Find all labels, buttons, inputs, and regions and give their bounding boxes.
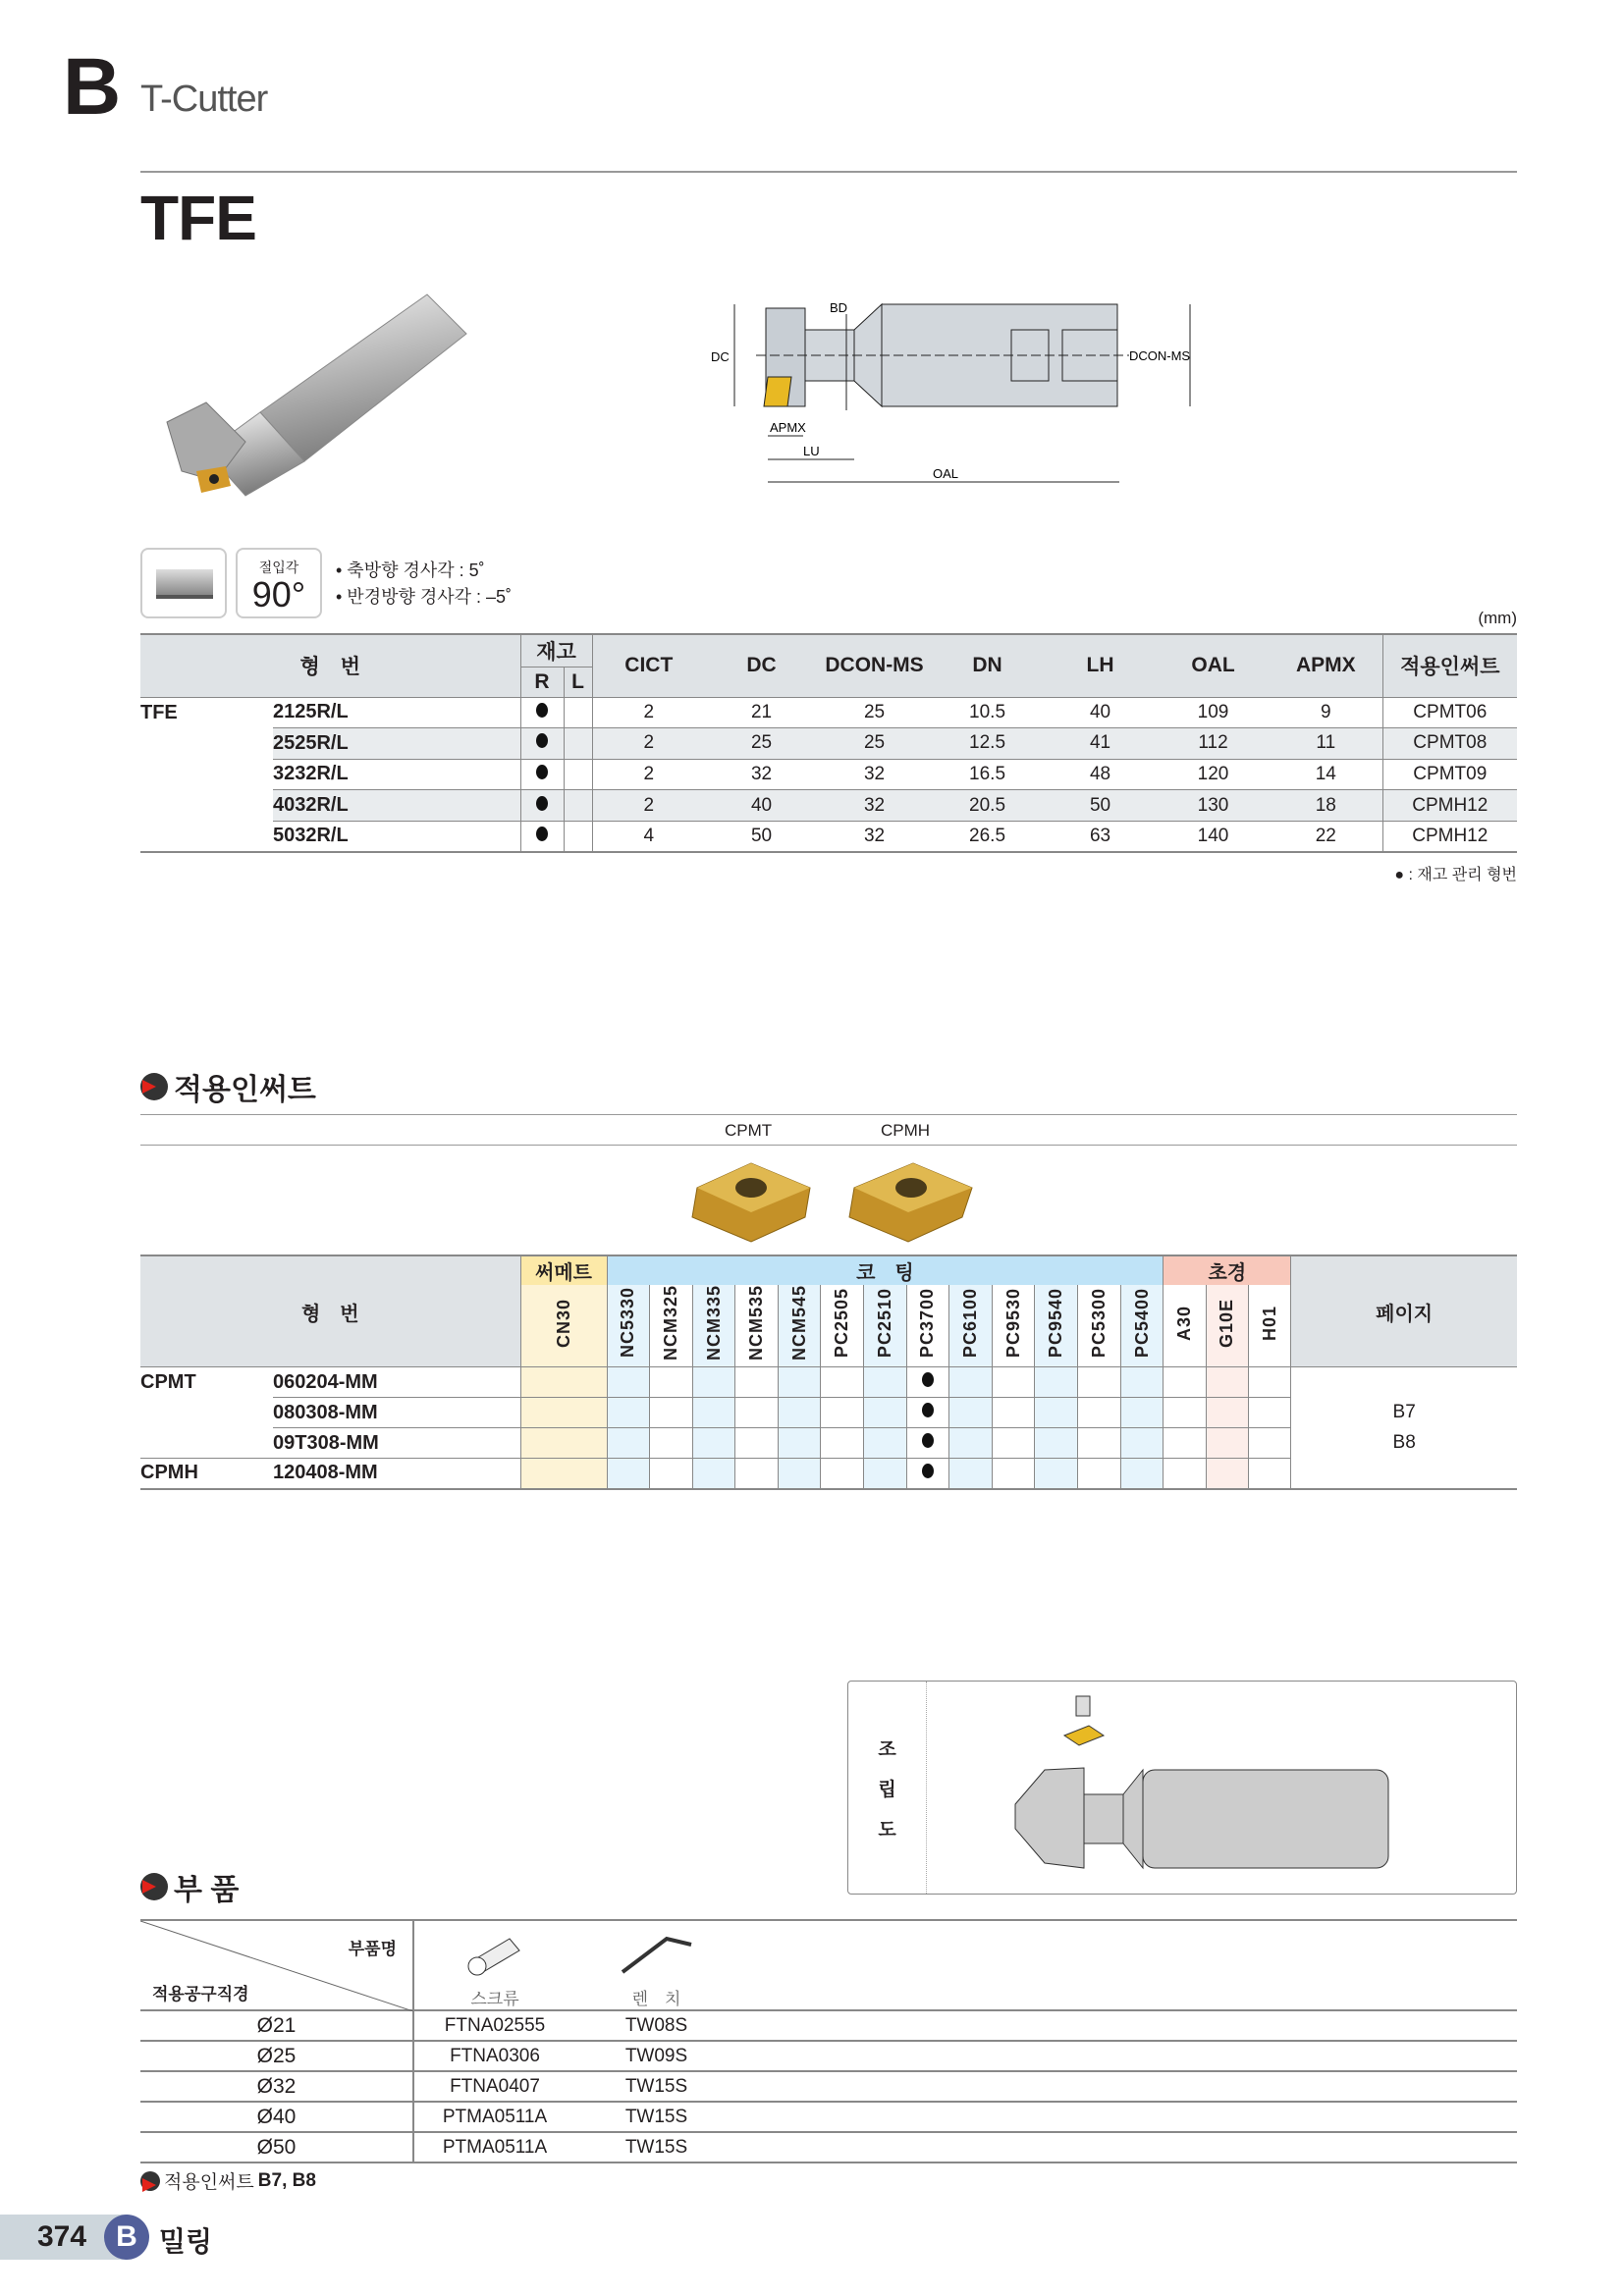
arrow-bullet-icon <box>140 2171 160 2191</box>
grade-cell <box>1206 1428 1248 1459</box>
screw-header: 스크류 <box>470 1990 519 2008</box>
product-title: TFE <box>140 183 256 253</box>
lead-angle-value: 90° <box>251 574 306 614</box>
model-cell: 120408-MM <box>273 1459 520 1489</box>
grade-cell <box>778 1398 821 1428</box>
page-ref: B8 <box>1392 1432 1416 1454</box>
stock-r-cell <box>520 759 564 790</box>
grade-label: PC6100 <box>960 1287 981 1359</box>
value-cell: 16.5 <box>931 759 1044 790</box>
lu-label: LU <box>803 444 820 458</box>
value-cell: 14 <box>1270 759 1382 790</box>
grade-cell <box>1078 1428 1121 1459</box>
grade-cell <box>650 1459 693 1489</box>
value-cell: 10.5 <box>931 697 1044 728</box>
assembly-drawing-box <box>847 1681 1517 1895</box>
value-cell: 12.5 <box>931 728 1044 760</box>
grade-cell <box>1035 1459 1078 1489</box>
grade-label: A30 <box>1174 1305 1194 1341</box>
cpmh-insert-image <box>849 1163 972 1242</box>
series-cell: CPMH <box>140 1459 273 1489</box>
grade-cell <box>1035 1428 1078 1459</box>
dn-header: DN <box>931 634 1044 697</box>
grade-cell <box>607 1459 650 1489</box>
stock-dot-icon <box>536 703 548 718</box>
table-row <box>140 728 1517 760</box>
model-cell: 5032R/L <box>273 821 520 852</box>
stock-l-cell <box>564 697 592 728</box>
wrench-cell: TW09S <box>575 2041 737 2071</box>
part-name-header: 부품명 <box>348 1940 397 1958</box>
insert-type-cpmt: CPMT <box>725 1121 773 1140</box>
arrow-bullet-icon <box>140 1873 168 1900</box>
grade-cell <box>906 1398 949 1428</box>
stock-r-cell <box>520 821 564 852</box>
value-cell: 2 <box>592 759 705 790</box>
grade-cell <box>1120 1428 1164 1459</box>
wrench-cell: TW15S <box>575 2132 737 2163</box>
grade-label: PC3700 <box>917 1287 938 1359</box>
grade-cell <box>650 1398 693 1428</box>
grade-cell <box>821 1428 864 1459</box>
grade-cell <box>607 1428 650 1459</box>
grade-header-PC5300 <box>1078 1285 1121 1367</box>
dcon-label: DCON-MS <box>1129 348 1191 363</box>
page-header: 페이지 <box>1291 1255 1517 1367</box>
grade-label: CN30 <box>553 1298 573 1348</box>
stock-l-cell <box>564 821 592 852</box>
insert-images <box>687 1158 982 1247</box>
grade-header-PC3700 <box>906 1285 949 1367</box>
screw-cell: FTNA02555 <box>413 2010 575 2041</box>
screw-cell: FTNA0407 <box>413 2071 575 2102</box>
page-number: 374 <box>37 2220 87 2253</box>
insert-section-heading <box>140 1065 316 1108</box>
grade-cell <box>864 1398 907 1428</box>
value-cell: 20.5 <box>931 790 1044 822</box>
divider <box>140 1145 1517 1146</box>
tool-image <box>147 275 481 510</box>
screw-cell: PTMA0511A <box>413 2102 575 2132</box>
value-cell: 2 <box>592 697 705 728</box>
grade-cell <box>1120 1398 1164 1428</box>
grade-cell <box>650 1428 693 1459</box>
grade-cell <box>778 1428 821 1459</box>
assembly-label: 조 <box>878 1738 896 1760</box>
cpmt-insert-image <box>692 1163 810 1242</box>
value-cell: 32 <box>818 759 931 790</box>
grade-cell <box>821 1398 864 1428</box>
grade-header-PC6100 <box>949 1285 993 1367</box>
model-cell: 3232R/L <box>273 759 520 790</box>
value-cell: 40 <box>1044 697 1157 728</box>
grade-cell <box>992 1367 1035 1398</box>
availability-dot-icon <box>922 1433 934 1448</box>
grade-cell <box>1078 1367 1121 1398</box>
grade-cell <box>1035 1367 1078 1398</box>
grade-header-NCM335 <box>692 1285 735 1367</box>
diameter-cell: Ø21 <box>140 2010 413 2041</box>
grade-cell <box>692 1459 735 1489</box>
insert-position-icon <box>140 548 227 618</box>
grade-cell <box>992 1459 1035 1489</box>
value-cell: 112 <box>1157 728 1270 760</box>
series-cell <box>140 1398 273 1428</box>
value-cell: 32 <box>818 821 931 852</box>
empty-cell <box>737 2010 1517 2041</box>
dimension-diagram <box>707 294 1257 501</box>
diameter-cell: Ø40 <box>140 2102 413 2132</box>
parts-section-title: 부 품 <box>174 1874 240 1906</box>
assembly-label: 립 <box>878 1779 896 1800</box>
grade-header-NC5330 <box>607 1285 650 1367</box>
value-cell: 63 <box>1044 821 1157 852</box>
insert-grade-table <box>140 1255 1517 1490</box>
grade-cell <box>1120 1459 1164 1489</box>
value-cell: 48 <box>1044 759 1157 790</box>
grade-cell <box>607 1367 650 1398</box>
grade-cell <box>949 1367 993 1398</box>
grade-cell <box>992 1428 1035 1459</box>
wrench-icon <box>618 1931 696 1980</box>
value-cell: 25 <box>705 728 818 760</box>
availability-dot-icon <box>922 1372 934 1387</box>
parts-table <box>140 1919 1517 2163</box>
apmx-label: APMX <box>770 420 806 435</box>
value-cell: 11 <box>1270 728 1382 760</box>
series-cell <box>140 821 273 852</box>
note-label: 적용인써트 <box>164 2172 254 2193</box>
grade-label: PC5400 <box>1131 1287 1152 1359</box>
stock-l-cell <box>564 759 592 790</box>
table-row <box>140 1367 1517 1398</box>
diameter-cell: Ø25 <box>140 2041 413 2071</box>
empty-cell <box>737 2132 1517 2163</box>
grade-label: NCM535 <box>746 1285 767 1362</box>
value-cell: 40 <box>705 790 818 822</box>
table-row <box>140 790 1517 822</box>
grade-cell <box>735 1398 779 1428</box>
grade-label: PC9530 <box>1002 1287 1023 1359</box>
value-cell: 22 <box>1270 821 1382 852</box>
grade-cell <box>1120 1367 1164 1398</box>
cict-header: CICT <box>592 634 705 697</box>
grade-cell <box>864 1459 907 1489</box>
grade-cell <box>1164 1428 1206 1459</box>
stock-r-header: R <box>520 667 564 697</box>
grade-cell <box>692 1367 735 1398</box>
grade-label: H01 <box>1259 1305 1279 1341</box>
grade-header-G10E <box>1206 1285 1248 1367</box>
grade-header-A30 <box>1164 1285 1206 1367</box>
section-title: T-Cutter <box>140 79 268 120</box>
empty-cell <box>737 2041 1517 2071</box>
value-cell: 120 <box>1157 759 1270 790</box>
series-cell <box>140 759 273 790</box>
grade-header-PC5400 <box>1120 1285 1164 1367</box>
assembly-drawing <box>1005 1691 1437 1888</box>
grade-label: NCM545 <box>788 1285 809 1362</box>
stock-dot-icon <box>536 796 548 811</box>
carbide-group-header: 초경 <box>1164 1255 1291 1285</box>
insert-header: 적용인써트 <box>1382 634 1517 697</box>
grade-header-PC9540 <box>1035 1285 1078 1367</box>
screw-cell: PTMA0511A <box>413 2132 575 2163</box>
specification-table <box>140 633 1517 853</box>
value-cell: 109 <box>1157 697 1270 728</box>
grade-cell <box>520 1398 607 1428</box>
lead-angle-label: 절입각 <box>258 560 299 575</box>
insert-cell: CPMH12 <box>1382 821 1517 852</box>
model-header: 형 번 <box>140 634 520 697</box>
grade-cell <box>1248 1459 1290 1489</box>
stock-dot-icon <box>536 765 548 779</box>
chapter-badge: B <box>104 2215 149 2260</box>
stock-r-cell <box>520 790 564 822</box>
model-cell: 4032R/L <box>273 790 520 822</box>
grade-cell <box>520 1428 607 1459</box>
grade-cell <box>778 1367 821 1398</box>
grade-header-NCM545 <box>778 1285 821 1367</box>
grade-cell <box>520 1367 607 1398</box>
grade-cell <box>692 1398 735 1428</box>
dc-label: DC <box>711 349 730 364</box>
grade-header-H01 <box>1248 1285 1290 1367</box>
grade-label: PC9540 <box>1046 1287 1066 1359</box>
grade-cell <box>1206 1398 1248 1428</box>
tool-diameter-header: 적용공구직경 <box>152 1985 249 2003</box>
value-cell: 130 <box>1157 790 1270 822</box>
insert-cell: CPMT09 <box>1382 759 1517 790</box>
stock-dot-icon <box>536 733 548 748</box>
value-cell: 32 <box>705 759 818 790</box>
table-row <box>140 2010 1517 2041</box>
oal-header: OAL <box>1157 634 1270 697</box>
parts-section-heading <box>140 1865 239 1908</box>
grade-cell <box>949 1398 993 1428</box>
grade-cell <box>1206 1459 1248 1489</box>
grade-cell <box>821 1459 864 1489</box>
grade-cell <box>650 1367 693 1398</box>
coating-group-header: 코 팅 <box>607 1255 1164 1285</box>
value-cell: 2 <box>592 728 705 760</box>
grade-header-CN30 <box>520 1285 607 1367</box>
dc-header: DC <box>705 634 818 697</box>
arrow-bullet-icon <box>140 1073 168 1100</box>
series-cell <box>140 790 273 822</box>
availability-dot-icon <box>922 1464 934 1478</box>
page-ref: B7 <box>1392 1402 1416 1423</box>
assembly-label: 도 <box>878 1819 896 1841</box>
grade-label: NCM335 <box>703 1285 724 1362</box>
grade-cell <box>1206 1367 1248 1398</box>
wrench-cell: TW15S <box>575 2071 737 2102</box>
grade-cell <box>906 1459 949 1489</box>
grade-cell <box>821 1367 864 1398</box>
stock-r-cell <box>520 728 564 760</box>
value-cell: 32 <box>818 790 931 822</box>
grade-label: PC5300 <box>1088 1287 1109 1359</box>
grade-label: PC2510 <box>874 1287 894 1359</box>
value-cell: 21 <box>705 697 818 728</box>
grade-label: PC2505 <box>832 1287 852 1359</box>
grade-cell <box>1078 1398 1121 1428</box>
series-cell: TFE <box>140 697 273 728</box>
grade-cell <box>906 1428 949 1459</box>
stock-l-header: L <box>564 667 592 697</box>
insert-cell: CPMT08 <box>1382 728 1517 760</box>
page-cell <box>1291 1367 1517 1489</box>
lead-angle-box <box>236 548 322 618</box>
grade-cell <box>1164 1398 1206 1428</box>
table-row <box>140 2132 1517 2163</box>
grade-header-PC2510 <box>864 1285 907 1367</box>
grade-cell <box>735 1428 779 1459</box>
radial-rake-note: • 반경방향 경사각 : –5˚ <box>336 587 513 607</box>
chapter-title: 밀링 <box>159 2226 213 2257</box>
grade-cell <box>864 1428 907 1459</box>
value-cell: 50 <box>1044 790 1157 822</box>
screw-icon <box>465 1931 524 1980</box>
value-cell: 4 <box>592 821 705 852</box>
wrench-header: 렌 치 <box>631 1990 681 2008</box>
table-row <box>140 2041 1517 2071</box>
table-row <box>140 2102 1517 2132</box>
table-row <box>140 2071 1517 2102</box>
grade-cell <box>949 1428 993 1459</box>
grade-cell <box>1035 1398 1078 1428</box>
stock-note: ● : 재고 관리 형번 <box>1394 867 1517 883</box>
header-row <box>140 1255 1517 1285</box>
divider <box>140 1114 1517 1115</box>
grade-cell <box>778 1459 821 1489</box>
section-letter: B <box>63 42 122 132</box>
value-cell: 140 <box>1157 821 1270 852</box>
diameter-cell: Ø32 <box>140 2071 413 2102</box>
series-cell <box>140 1428 273 1459</box>
value-cell: 2 <box>592 790 705 822</box>
grade-cell <box>949 1459 993 1489</box>
unit-label: (mm) <box>1478 609 1517 627</box>
grade-cell <box>1248 1398 1290 1428</box>
stock-l-cell <box>564 790 592 822</box>
stock-r-cell <box>520 697 564 728</box>
model-cell: 060204-MM <box>273 1367 520 1398</box>
bd-label: BD <box>830 300 848 315</box>
grade-cell <box>906 1367 949 1398</box>
grade-cell <box>1248 1428 1290 1459</box>
grade-cell <box>1078 1459 1121 1489</box>
parts-insert-note <box>140 2167 316 2194</box>
cermet-group-header: 써메트 <box>520 1255 607 1285</box>
grade-label: NC5330 <box>618 1287 638 1359</box>
grade-cell <box>735 1367 779 1398</box>
empty-cell <box>737 2071 1517 2102</box>
grade-cell <box>1164 1459 1206 1489</box>
grade-label: NCM325 <box>660 1285 680 1362</box>
screw-cell: FTNA0306 <box>413 2041 575 2071</box>
table-row <box>140 821 1517 852</box>
grade-cell <box>1164 1367 1206 1398</box>
model-header: 형 번 <box>140 1255 520 1367</box>
table-row <box>140 759 1517 790</box>
value-cell: 26.5 <box>931 821 1044 852</box>
wrench-cell: TW15S <box>575 2102 737 2132</box>
series-cell <box>140 728 273 760</box>
grade-cell <box>1248 1367 1290 1398</box>
insert-cell: CPMT06 <box>1382 697 1517 728</box>
stock-header: 재고 <box>520 634 592 667</box>
dcon-ms-header: DCON-MS <box>818 634 931 697</box>
value-cell: 25 <box>818 728 931 760</box>
availability-dot-icon <box>922 1403 934 1417</box>
rake-angle-notes <box>336 558 512 611</box>
grade-label: G10E <box>1217 1298 1237 1348</box>
oal-label: OAL <box>933 466 959 481</box>
table-row <box>140 697 1517 728</box>
stock-l-cell <box>564 728 592 760</box>
grade-cell <box>992 1398 1035 1428</box>
grade-header-NCM325 <box>650 1285 693 1367</box>
value-cell: 41 <box>1044 728 1157 760</box>
wrench-cell: TW08S <box>575 2010 737 2041</box>
grade-cell <box>692 1428 735 1459</box>
model-cell: 09T308-MM <box>273 1428 520 1459</box>
grade-header-NCM535 <box>735 1285 779 1367</box>
value-cell: 25 <box>818 697 931 728</box>
value-cell: 50 <box>705 821 818 852</box>
divider <box>140 171 1517 173</box>
insert-type-cpmh: CPMH <box>881 1121 931 1140</box>
model-cell: 2125R/L <box>273 697 520 728</box>
grade-cell <box>864 1367 907 1398</box>
grade-header-PC2505 <box>821 1285 864 1367</box>
value-cell: 18 <box>1270 790 1382 822</box>
diameter-cell: Ø50 <box>140 2132 413 2163</box>
insert-section-title: 적용인써트 <box>174 1074 316 1106</box>
grade-cell <box>607 1398 650 1428</box>
grade-cell <box>735 1459 779 1489</box>
lh-header: LH <box>1044 634 1157 697</box>
note-value: B7, B8 <box>257 2169 316 2191</box>
axial-rake-note: • 축방향 경사각 : 5˚ <box>336 561 485 580</box>
apmx-header: APMX <box>1270 634 1382 697</box>
model-cell: 080308-MM <box>273 1398 520 1428</box>
value-cell: 9 <box>1270 697 1382 728</box>
insert-cell: CPMH12 <box>1382 790 1517 822</box>
grade-cell <box>520 1459 607 1489</box>
stock-dot-icon <box>536 827 548 841</box>
model-cell: 2525R/L <box>273 728 520 760</box>
series-cell: CPMT <box>140 1367 273 1398</box>
empty-cell <box>737 2102 1517 2132</box>
grade-header-PC9530 <box>992 1285 1035 1367</box>
